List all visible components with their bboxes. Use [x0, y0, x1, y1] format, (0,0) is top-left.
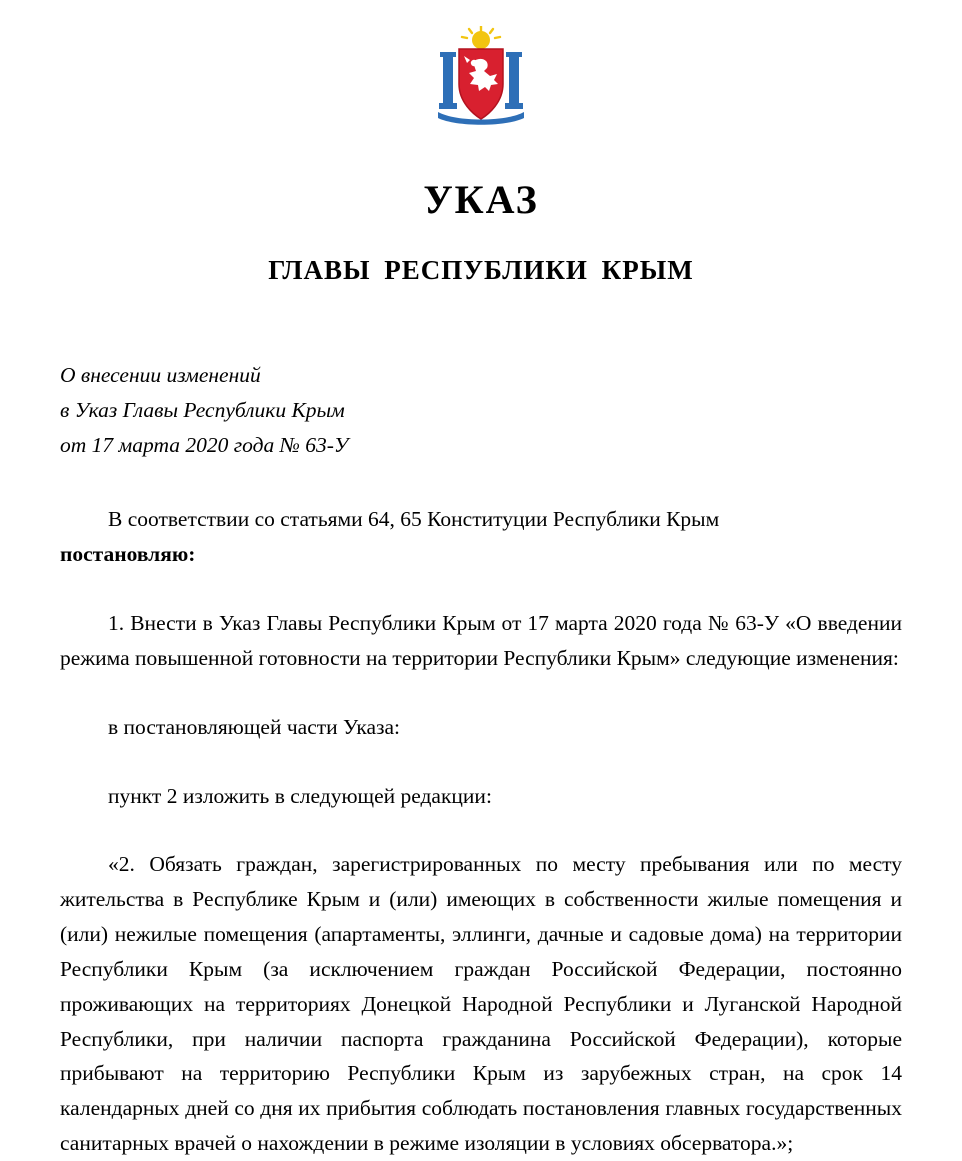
preamble-line-3: от 17 марта 2020 года № 63-У	[60, 432, 349, 457]
paragraph-section: в постановляющей части Указа:	[108, 714, 401, 739]
document-title: УКАЗ	[423, 177, 539, 222]
document-body	[60, 502, 902, 1160]
paragraph-point: пункт 2 изложить в следующей редакции:	[108, 783, 492, 808]
emblem-container	[60, 0, 902, 130]
coat-of-arms-icon	[426, 26, 536, 130]
paragraph-quote: «2. Обязать граждан, зарегистрированных по месту пребывания или по месту жительства в Республике Крым и (или) имеющих в собственности жилые помещения и (или) нежилые помещения (апартаменты, эллинги, дачные и садовые дома) на территории Республики Крым (за исключением граждан Российской Федерации, постоянно проживающих на территориях Донецкой Народной Республики и Луганской Народной Республики, при наличии паспорта гражданина Российской Федерации), которые прибывают на территорию Республики Крым из зарубежных стран, на срок 14 календарных дней со дня их прибытия соблюдать постановления главных государственных санитарных врачей о нахождении в режиме изоляции в условиях обсерватора.»;	[60, 852, 902, 1156]
preamble-line-2: в Указ Главы Республики Крым	[60, 397, 345, 422]
paragraph-item-1: 1. Внести в Указ Главы Республики Крым от 17 марта 2020 года № 63-У «О введении режима повышенной готовности на территории Республики Крым» следующие изменения:	[60, 611, 902, 670]
preamble-block	[60, 358, 902, 462]
document-subtitle: ГЛАВЫ РЕСПУБЛИКИ КРЫМ	[268, 255, 694, 285]
preamble-line-1: О внесении изменений	[60, 363, 261, 387]
paragraph-postanovlyayu: постановляю:	[60, 542, 196, 567]
paragraph-intro: В соответствии со статьями 64, 65 Конституции Республики Крым	[108, 507, 720, 532]
